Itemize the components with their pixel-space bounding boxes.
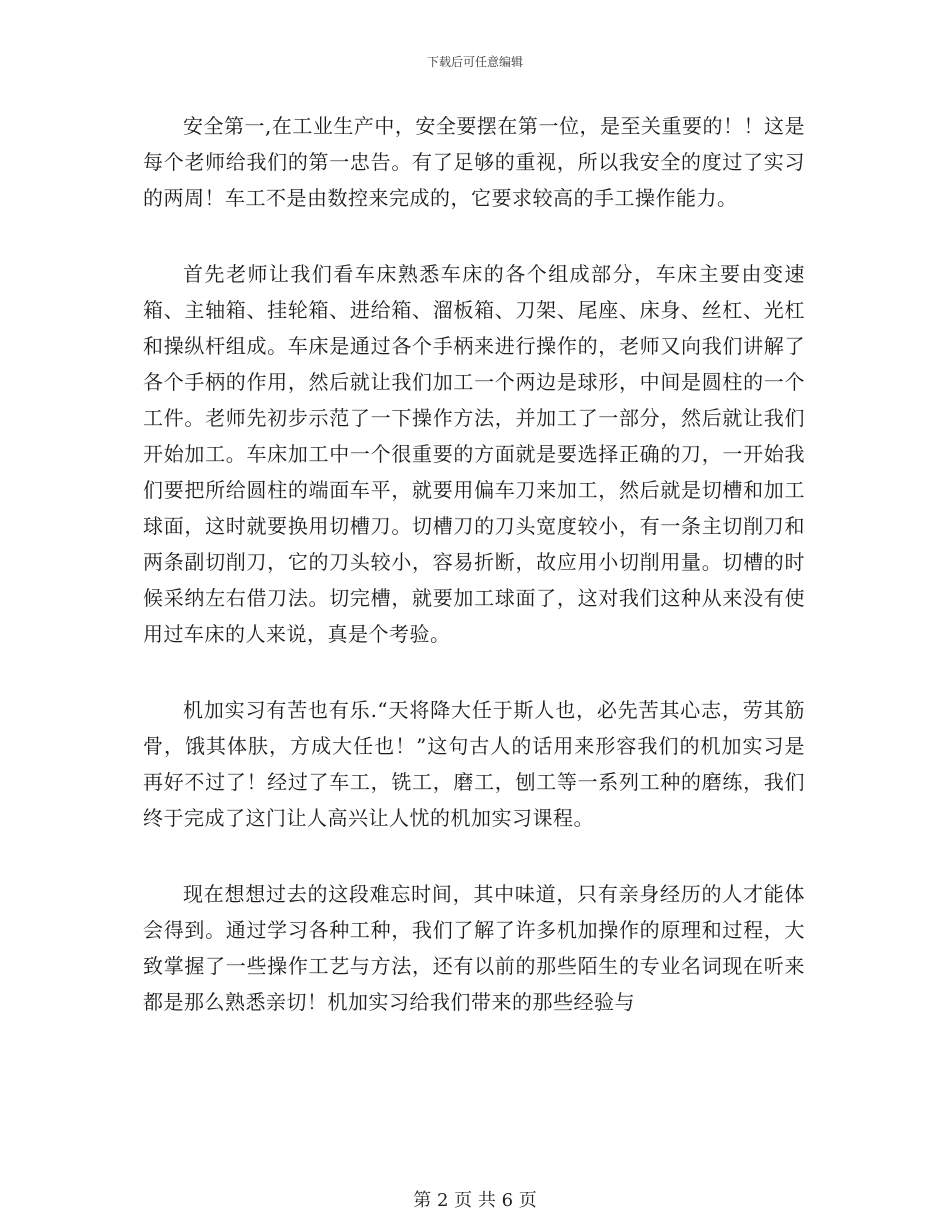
paragraph-reflection: 现在想想过去的这段难忘时间，其中味道，只有亲身经历的人才能体会得到。通过学习各种工种，我们了解了许多机加操作的原理和过程，大致掌握了一些操作工艺与方法，还有以前的那些陌生的专业名词现在听来都是那么熟悉亲切！机加实习给我们带来的那些经验与 [143,882,805,1014]
page-header: 下载后可任意编辑 [426,55,523,69]
page-number: 第 2 页 共 6 页 [413,1190,537,1211]
paragraph-lathe: 首先老师让我们看车床熟悉车床的各个组成部分，车床主要由变速箱、主轴箱、挂轮箱、进给箱、溜板箱、刀架、尾座、床身、丝杠、光杠和操纵杆组成。车床是通过各个手柄来进行操作的，老师又向我们讲解了各个手柄的作用，然后就让我们加工一个两边是球形，中间是圆柱的一个工件。老师先初步示范了一下操作方法，并加工了一部分，然后就让我们开始加工。车床加工中一个很重要的方面就是要选择正确的刀，一开始我们要把所给圆柱的端面车平，就要用偏车刀来加工，然后就是切槽和加工球面，这时就要换用切槽刀。切槽刀的刀头宽度较小，有一条主切削刀和两条副切削刀，它的刀头较小，容易折断，故应用小切削用量。切槽的时候采纳左右借刀法。切完槽，就要加工球面了，这对我们这种从来没有使用过车床的人来说，真是个考验。 [143,262,805,646]
paragraph-hardship: 机加实习有苦也有乐.“天将降大任于斯人也，必先苦其心志，劳其筋骨，饿其体肤，方成大任也！”这句古人的话用来形容我们的机加实习是再好不过了！经过了车工，铣工，磨工，刨工等一系列工种的磨练，我们终于完成了这门让人高兴让人忧的机加实习课程。 [143,698,805,830]
paragraph-safety: 安全第一,在工业生产中，安全要摆在第一位，是至关重要的！！这是每个老师给我们的第一忠告。有了足够的重视，所以我安全的度过了实习的两周！车工不是由数控来完成的，它要求较高的手工操作能力。 [143,114,805,210]
document-body [143,108,805,1060]
